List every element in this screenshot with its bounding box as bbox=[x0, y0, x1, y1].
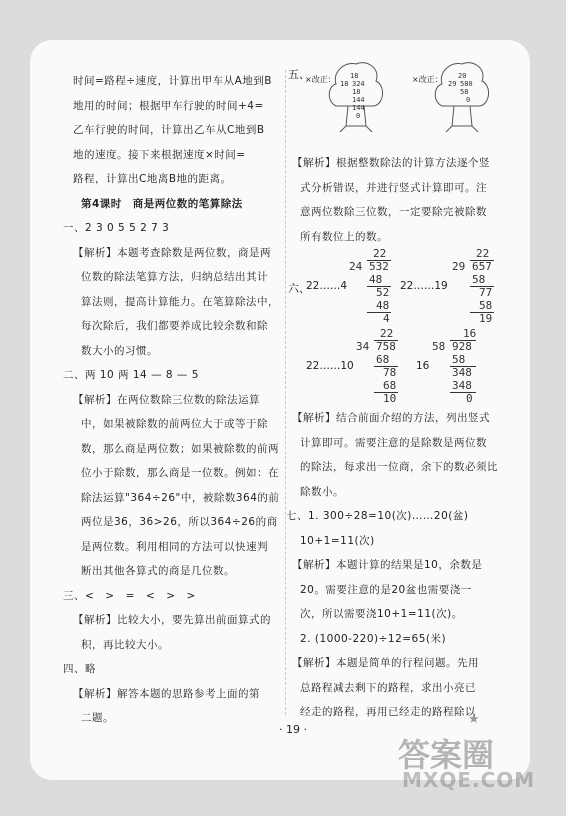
explanation-line: 总路程减去剩下的路程，求出小亮已 bbox=[300, 681, 476, 694]
divisor: 18 bbox=[340, 80, 349, 88]
explanation-line: 二题。 bbox=[81, 712, 114, 724]
step: 48 bbox=[369, 273, 383, 286]
quotient: 22 bbox=[373, 247, 387, 260]
explanation-line: 【解析】根据整数除法的计算方法逐个竖 bbox=[292, 157, 490, 169]
explanation-line: 算法则，提高计算能力。在笔算除法中， bbox=[81, 295, 279, 308]
text-line: 乙车行驶的时间，计算出乙车从C地到B bbox=[73, 124, 265, 136]
explanation-line: 【解析】本题是简单的行程问题。先用 bbox=[292, 657, 479, 669]
explanation-line: 【解析】本题考查除数是两位数，商是两 bbox=[73, 246, 271, 259]
explanation-line: 计算即可。需要注意的是除数是两位数 bbox=[300, 436, 487, 449]
explanation-line: 式分析错误，并进行竖式计算即可。注 bbox=[300, 181, 487, 194]
explanation-line: 20。需要注意的是20盆也需要浇一 bbox=[300, 583, 472, 596]
explanation-line: 所有数位上的数。 bbox=[300, 230, 388, 243]
result: 22……19 bbox=[400, 280, 448, 292]
answer-q7-2: 2. (1000-220)÷12=65(米) bbox=[300, 632, 447, 645]
result: 22……10 bbox=[306, 360, 354, 372]
watermark-url: MXQE.COM bbox=[402, 768, 536, 792]
text-line: 地用的时间；根据甲车行驶的时间+4= bbox=[73, 99, 264, 112]
explanation-line: 位小于除数，那么商是一位数。例如：在 bbox=[81, 467, 279, 479]
page-number: · 19 · bbox=[279, 723, 307, 736]
divisor: 29 bbox=[452, 260, 466, 273]
quotient: 20 bbox=[458, 72, 467, 80]
explanation-line: 除数小。 bbox=[300, 485, 344, 498]
divisor: 34 bbox=[356, 340, 370, 353]
explanation-line: 数，那么商是两位数；如果被除数的前两 bbox=[81, 442, 279, 455]
step: 58 bbox=[460, 88, 469, 96]
answer-q4: 四、略 bbox=[63, 663, 96, 675]
explanation-line: 【解析】在两位数除三位数的除法运算 bbox=[73, 393, 260, 406]
explanation-line: 每次除后，我们都要养成比较余数和除 bbox=[81, 320, 268, 332]
remainder: 0 bbox=[466, 392, 473, 405]
dividend: 580 bbox=[460, 80, 473, 88]
right-column-lower bbox=[286, 406, 522, 725]
explanation-line: 断出其他各算式的商是几位数。 bbox=[81, 565, 235, 577]
step: 58 bbox=[472, 273, 486, 286]
step: 0 bbox=[466, 96, 471, 104]
watermark-logo: 答案圈 bbox=[398, 736, 495, 774]
answer-q7-1: 七、1. 300÷28=10(次)……20(盆) bbox=[286, 510, 469, 522]
explanation-line: 次，所以需要浇10+1=11(次)。 bbox=[300, 608, 463, 620]
step: 58 bbox=[479, 299, 493, 312]
quotient: 22 bbox=[380, 327, 394, 340]
quotient: 16 bbox=[463, 327, 477, 340]
divisor: 29 bbox=[448, 80, 457, 88]
step: 52 bbox=[376, 286, 390, 299]
text-line: 地的速度。接下来根据速度×时间= bbox=[73, 148, 246, 161]
explanation-line: 【解析】本题计算的结果是10，余数是 bbox=[292, 559, 483, 571]
result: 16 bbox=[416, 360, 430, 372]
tree-illustration bbox=[432, 56, 492, 136]
column-divider bbox=[285, 70, 286, 715]
step: 144 bbox=[352, 96, 365, 104]
explanation-line: 【解析】结合前面介绍的方法，列出竖式 bbox=[292, 412, 490, 424]
remainder: 4 bbox=[383, 312, 390, 325]
explanation-line: 积，再比较大小。 bbox=[81, 638, 169, 651]
dividend: 758 bbox=[376, 340, 396, 353]
explanation-line: 除法运算"364÷26"中，被除数364的前 bbox=[81, 491, 280, 504]
step: 144 bbox=[352, 104, 365, 112]
quotient: 22 bbox=[476, 247, 490, 260]
explanation-line: 的除法，每求出一位商，余下的数必须比 bbox=[300, 461, 498, 473]
quotient: 18 bbox=[350, 72, 359, 80]
step: 68 bbox=[383, 379, 397, 392]
explanation-line: 是两位数。利用相同的方法可以快速判 bbox=[81, 540, 268, 553]
step: 0 bbox=[356, 112, 361, 120]
step: 78 bbox=[383, 366, 397, 379]
lesson-heading: 第4课时 商是两位数的笔算除法 bbox=[81, 197, 243, 210]
text-line: 时间=路程÷速度，计算出甲车从A地到B bbox=[73, 75, 272, 87]
step: 18 bbox=[352, 88, 361, 96]
explanation-line: 两位是36，36>26，所以364÷26的商 bbox=[81, 516, 278, 528]
answer-q2: 二、两 10 两 14 — 8 — 5 bbox=[63, 369, 199, 381]
answer-q7-1b: 10+1=11(次) bbox=[300, 534, 375, 547]
step: 58 bbox=[452, 353, 466, 366]
q6-label: 六、 bbox=[288, 282, 310, 295]
answer-q1: 一、2 3 0 5 5 2 7 3 bbox=[63, 222, 170, 234]
dividend: 532 bbox=[369, 260, 389, 273]
explanation-line: 中，如果被除数的前两位大于或等于除 bbox=[81, 418, 268, 430]
star-icon: ★ bbox=[468, 712, 480, 727]
right-column bbox=[292, 151, 522, 249]
step: 48 bbox=[376, 299, 390, 312]
step: 348 bbox=[452, 379, 472, 392]
remainder: 10 bbox=[383, 392, 397, 405]
explanation-line: 意两位数除三位数，一定要除完被除数 bbox=[300, 206, 487, 218]
explanation-line: 经走的路程，再用已经走的路程除以 bbox=[300, 706, 476, 718]
explanation-line: 【解析】比较大小，要先算出前面算式的 bbox=[73, 614, 271, 626]
explanation-line: 【解析】解答本题的思路参考上面的第 bbox=[73, 687, 260, 700]
explanation-line: 位数的除法笔算方法，归纳总结出其计 bbox=[81, 271, 268, 283]
q5-label: 五、 bbox=[288, 68, 310, 81]
answer-q3: 三、< > = < > > bbox=[63, 589, 196, 602]
dividend: 928 bbox=[452, 340, 472, 353]
step: 348 bbox=[452, 366, 472, 379]
left-column bbox=[63, 69, 280, 731]
divisor: 24 bbox=[349, 260, 363, 273]
divisor: 58 bbox=[432, 340, 446, 353]
correction-label: ×改正： bbox=[305, 75, 336, 84]
text-line: 路程，计算出C地离B地的距离。 bbox=[73, 173, 232, 185]
remainder: 19 bbox=[479, 312, 493, 325]
dividend: 324 bbox=[352, 80, 365, 88]
step: 68 bbox=[376, 353, 390, 366]
step: 77 bbox=[479, 286, 493, 299]
explanation-line: 数大小的习惯。 bbox=[81, 344, 158, 357]
correction-label: ×改正： bbox=[412, 75, 443, 84]
result: 22……4 bbox=[306, 280, 348, 292]
dividend: 657 bbox=[472, 260, 492, 273]
